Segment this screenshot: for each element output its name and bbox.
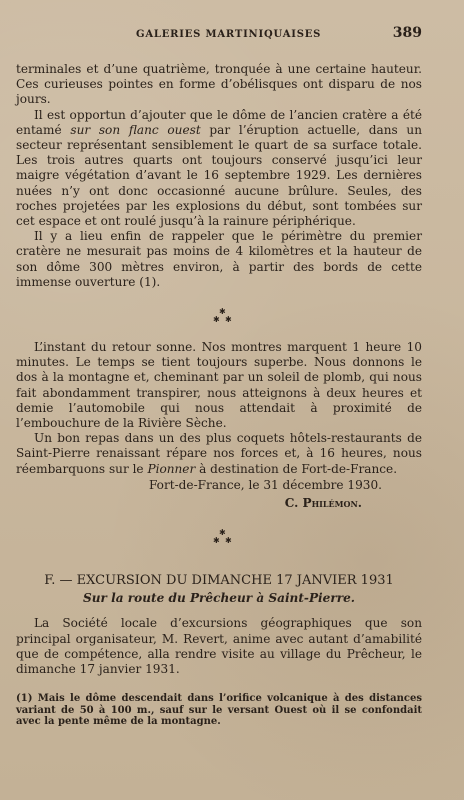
signature-date: Fort-de-France, le 31 décembre 1930. — [148, 477, 382, 492]
running-title: GALERIES MARTINIQUAISES — [136, 29, 322, 40]
footnote: (1) Mais le dôme descendait dans l’orifice volcanique à des distances variant de 50 à 100 m., sauf sur le versant Ouest où il se confondait avec la pente même de la montagne. — [16, 693, 422, 728]
asterism-1 — [16, 306, 422, 332]
star-icon: ✱ — [213, 315, 220, 325]
paragraph-1: terminales et d’une quatrième, tronquée à une certaine hauteur. Ces curieuses pointes en forme d’obélisques ont disparu de nos jours. — [16, 62, 422, 107]
paragraph-2 — [16, 108, 422, 230]
paragraph-4: L’instant du retour sonne. Nos montres marquent 1 heure 10 minutes. Le temps se tient toujours superbe. Nous donnons le dos à la montagne et, cheminant par un soleil de plomb, qui nous fait abondamment transpirer, nous atteignons à deux heures et demie l’automobile qui nous attendait à proximité de l’embouchure de la Rivière Sèche. — [16, 340, 422, 431]
paragraph-2-text-a: Il est opportun d’ajouter que le dôme de l’ancien cratère a été entamé — [16, 107, 422, 137]
running-head — [16, 24, 422, 46]
asterism-2 — [16, 527, 422, 553]
section-subtitle: Sur la route du Prêcheur à Saint-Pierre. — [83, 591, 355, 606]
signature-name: C. Philémon. — [284, 496, 362, 511]
paragraph-5 — [16, 431, 422, 477]
ship-name: Pionner — [147, 461, 196, 476]
page-number: 389 — [392, 25, 422, 41]
star-icon: ✱ — [225, 536, 232, 546]
paragraph-2-text-c: par l’éruption actuelle, dans un secteur représentant sensiblement le quart de sa surface totale. Les trois autres quarts ont toujours conservé jusqu’ici leur maigre végétation d’avant le 16 septembre 1929. Les dernières nuées n’y ont donc occasionné aucune brûlure. Seules, des roches projetées par les explosions du début, sont tombées sur cet espace et ont roulé jusqu’à la rainure périphérique. — [16, 122, 423, 229]
paragraph-5-text-a: Un bon repas dans un des plus coquets hôtels-restaurants de Saint-Pierre renaissant répare nos forces et, à 16 heures, nous réembarquons sur le — [16, 431, 422, 476]
page-content — [16, 62, 422, 728]
star-icon: ✱ — [225, 315, 232, 325]
paragraph-3: Il y a lieu enfin de rappeler que le périmètre du premier cratère ne mesurait pas moins de 4 kilomètres et la hauteur de son dôme 300 mètres environ, à partir des bords de cette immense ouverture (1). — [16, 229, 422, 289]
star-icon: ✱ — [213, 536, 220, 546]
paragraph-2-emphasis: sur son flanc ouest — [70, 122, 201, 137]
paragraph-6: La Société locale d’excursions géographiques que son principal organisateur, M. Revert, anime avec autant d’amabilité que de compétence, alla rendre visite au village du Prêcheur, le dimanche 17 janvier 1931. — [16, 616, 422, 677]
star-icon: ✱ — [219, 528, 226, 538]
star-icon: ✱ — [219, 307, 226, 317]
section-title: F. — EXCURSION DU DIMANCHE 17 JANVIER 1931 — [44, 573, 394, 589]
paragraph-5-text-c: à destination de Fort-de-France. — [195, 461, 398, 476]
